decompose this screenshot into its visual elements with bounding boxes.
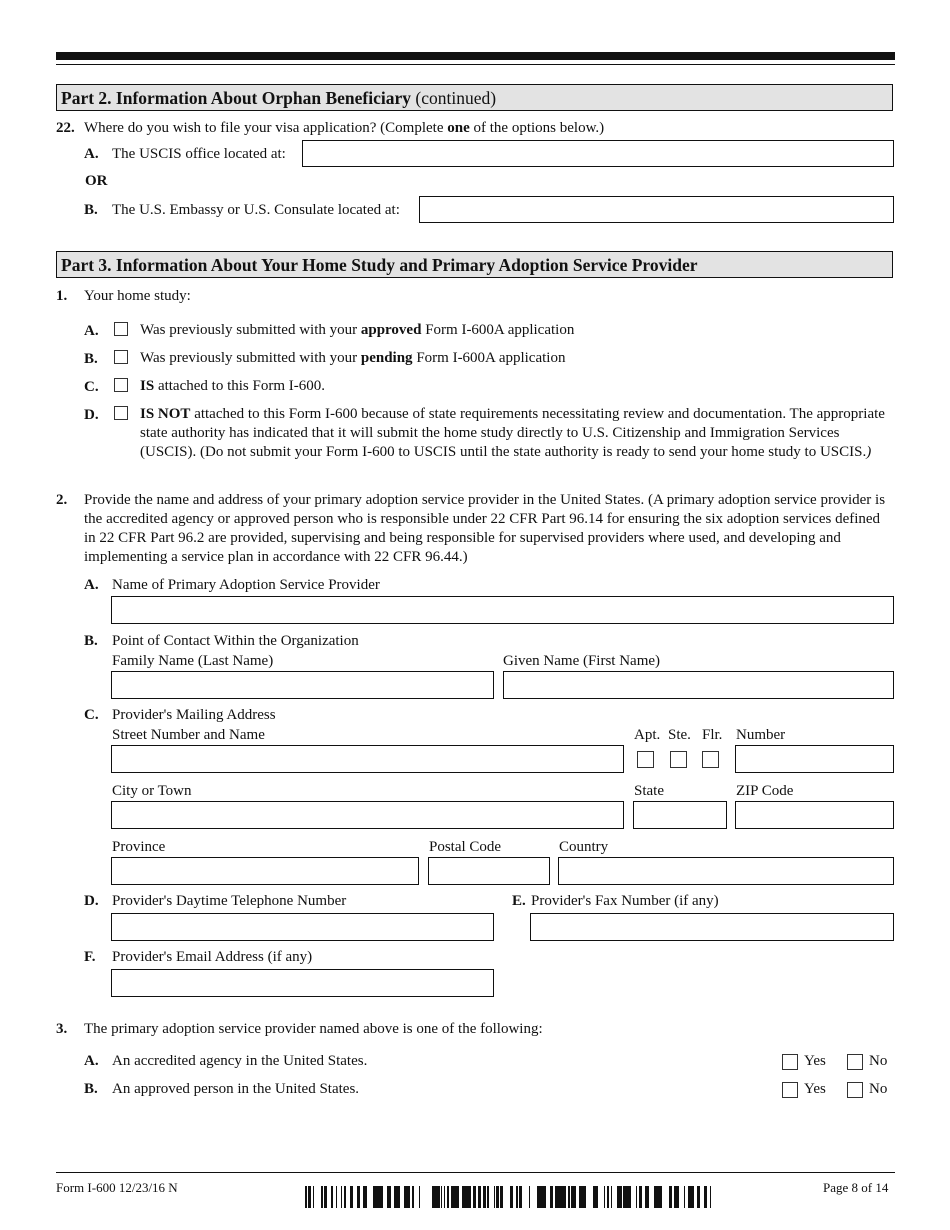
city-field[interactable] bbox=[111, 801, 624, 829]
unit-number-field[interactable] bbox=[735, 745, 894, 773]
q22b-label: The U.S. Embassy or U.S. Consulate located at: bbox=[112, 202, 400, 218]
q2a-letter: A. bbox=[84, 577, 99, 593]
state-field[interactable] bbox=[633, 801, 727, 829]
street-label: Street Number and Name bbox=[112, 727, 265, 743]
province-label: Province bbox=[112, 839, 166, 855]
approved-yes-label: Yes bbox=[804, 1081, 826, 1097]
email-field[interactable] bbox=[111, 969, 494, 997]
q2d-label: Provider's Daytime Telephone Number bbox=[112, 893, 347, 909]
q22-or: OR bbox=[85, 173, 108, 189]
q1d-letter: D. bbox=[84, 407, 99, 423]
q3-number: 3. bbox=[56, 1021, 68, 1037]
apt-checkbox[interactable] bbox=[637, 751, 654, 768]
province-field[interactable] bbox=[111, 857, 419, 885]
q3b-label: An approved person in the United States. bbox=[112, 1081, 360, 1097]
q2f-label: Provider's Email Address (if any) bbox=[112, 949, 313, 965]
family-name-label: Family Name (Last Name) bbox=[112, 653, 274, 669]
q2-question: Provide the name and address of your primary adoption service provider in the United States. (A primary adoption service provider is the accredited agency or approved person who is responsible under 22 CFR Part 96.14 for ensuring the six adoption services defined in 22 CFR Part 96.2 are provided, supervising and being responsible for supervised providers where used, and developing and implementing a service plan in accordance with 22 CFR 96.44.) bbox=[84, 492, 886, 565]
top-rule-thin bbox=[56, 64, 895, 65]
q2a-label: Name of Primary Adoption Service Provider bbox=[112, 577, 380, 593]
q2c-label: Provider's Mailing Address bbox=[112, 707, 276, 723]
q1a-letter: A. bbox=[84, 323, 99, 339]
home-study-not-attached-checkbox[interactable] bbox=[114, 406, 128, 420]
q3-question: The primary adoption service provider named above is one of the following: bbox=[84, 1021, 543, 1037]
uscis-office-field[interactable] bbox=[302, 140, 894, 167]
q22b-letter: B. bbox=[84, 202, 98, 218]
given-name-field[interactable] bbox=[503, 671, 894, 699]
q2b-label: Point of Contact Within the Organization bbox=[112, 633, 359, 649]
barcode bbox=[305, 1186, 711, 1208]
q1c-letter: C. bbox=[84, 379, 99, 395]
q22a-label: The USCIS office located at: bbox=[112, 146, 286, 162]
family-name-field[interactable] bbox=[111, 671, 494, 699]
postal-code-field[interactable] bbox=[428, 857, 550, 885]
q22-question: Where do you wish to file your visa application? (Complete one of the options below.) bbox=[84, 120, 605, 136]
flr-checkbox[interactable] bbox=[702, 751, 719, 768]
part3-header-title: Part 3. Information About Your Home Study and Primary Adoption Service Provider bbox=[61, 255, 698, 275]
page-number: Page 8 of 14 bbox=[823, 1180, 889, 1195]
city-label: City or Town bbox=[112, 783, 192, 799]
q22-number: 22. bbox=[56, 120, 75, 136]
embassy-field[interactable] bbox=[419, 196, 894, 223]
approved-no-checkbox[interactable] bbox=[847, 1082, 863, 1098]
given-name-label: Given Name (First Name) bbox=[503, 653, 661, 669]
q1-number: 1. bbox=[56, 288, 68, 304]
accredited-no-checkbox[interactable] bbox=[847, 1054, 863, 1070]
q1d-label: IS NOT attached to this Form I-600 because of state requirements necessitating review and documentation. The appropriate state authority has indicated that it will submit the home study directly to U.S. Citizenship and Immigration Services (USCIS). (Do not submit your Form I-600 to USCIS until the state authority is ready to send your home study to USCIS.) bbox=[140, 406, 885, 460]
form-id: Form I-600 12/23/16 N bbox=[56, 1180, 178, 1195]
country-field[interactable] bbox=[558, 857, 894, 885]
state-label: State bbox=[634, 783, 664, 799]
q3a-letter: A. bbox=[84, 1053, 99, 1069]
accredited-yes-checkbox[interactable] bbox=[782, 1054, 798, 1070]
home-study-approved-checkbox[interactable] bbox=[114, 322, 128, 336]
q1b-letter: B. bbox=[84, 351, 98, 367]
q2-number: 2. bbox=[56, 492, 68, 508]
part2-header-continued: (continued) bbox=[411, 88, 497, 108]
q3b-letter: B. bbox=[84, 1081, 98, 1097]
zip-label: ZIP Code bbox=[736, 783, 794, 799]
q1-question: Your home study: bbox=[84, 288, 191, 304]
flr-label: Flr. bbox=[702, 727, 723, 743]
ste-label: Ste. bbox=[668, 727, 691, 743]
q2e-letter: E. bbox=[512, 893, 526, 909]
unit-number-label: Number bbox=[736, 727, 786, 743]
q1b-label: Was previously submitted with your pending Form I-600A application bbox=[140, 350, 566, 366]
q22a-letter: A. bbox=[84, 146, 99, 162]
accredited-yes-label: Yes bbox=[804, 1053, 826, 1069]
home-study-attached-checkbox[interactable] bbox=[114, 378, 128, 392]
postal-code-label: Postal Code bbox=[429, 839, 502, 855]
part2-header bbox=[56, 84, 893, 111]
fax-field[interactable] bbox=[530, 913, 894, 941]
zip-field[interactable] bbox=[735, 801, 894, 829]
approved-no-label: No bbox=[869, 1081, 888, 1097]
q3a-label: An accredited agency in the United States. bbox=[112, 1053, 368, 1069]
apt-label: Apt. bbox=[634, 727, 661, 743]
q2c-letter: C. bbox=[84, 707, 99, 723]
approved-yes-checkbox[interactable] bbox=[782, 1082, 798, 1098]
provider-name-field[interactable] bbox=[111, 596, 894, 624]
q1a-label: Was previously submitted with your approved Form I-600A application bbox=[140, 322, 575, 338]
phone-field[interactable] bbox=[111, 913, 494, 941]
street-field[interactable] bbox=[111, 745, 624, 773]
q2b-letter: B. bbox=[84, 633, 98, 649]
q1c-label: IS attached to this Form I-600. bbox=[140, 378, 325, 394]
accredited-no-label: No bbox=[869, 1053, 888, 1069]
ste-checkbox[interactable] bbox=[670, 751, 687, 768]
home-study-pending-checkbox[interactable] bbox=[114, 350, 128, 364]
q2f-letter: F. bbox=[84, 949, 96, 965]
footer-rule bbox=[56, 1172, 895, 1173]
q2d-letter: D. bbox=[84, 893, 99, 909]
part3-header bbox=[56, 251, 893, 278]
q2e-label: Provider's Fax Number (if any) bbox=[531, 893, 719, 909]
top-rule-thick bbox=[56, 52, 895, 60]
part2-header-title: Part 2. Information About Orphan Beneficiary bbox=[61, 88, 411, 108]
country-label: Country bbox=[559, 839, 609, 855]
